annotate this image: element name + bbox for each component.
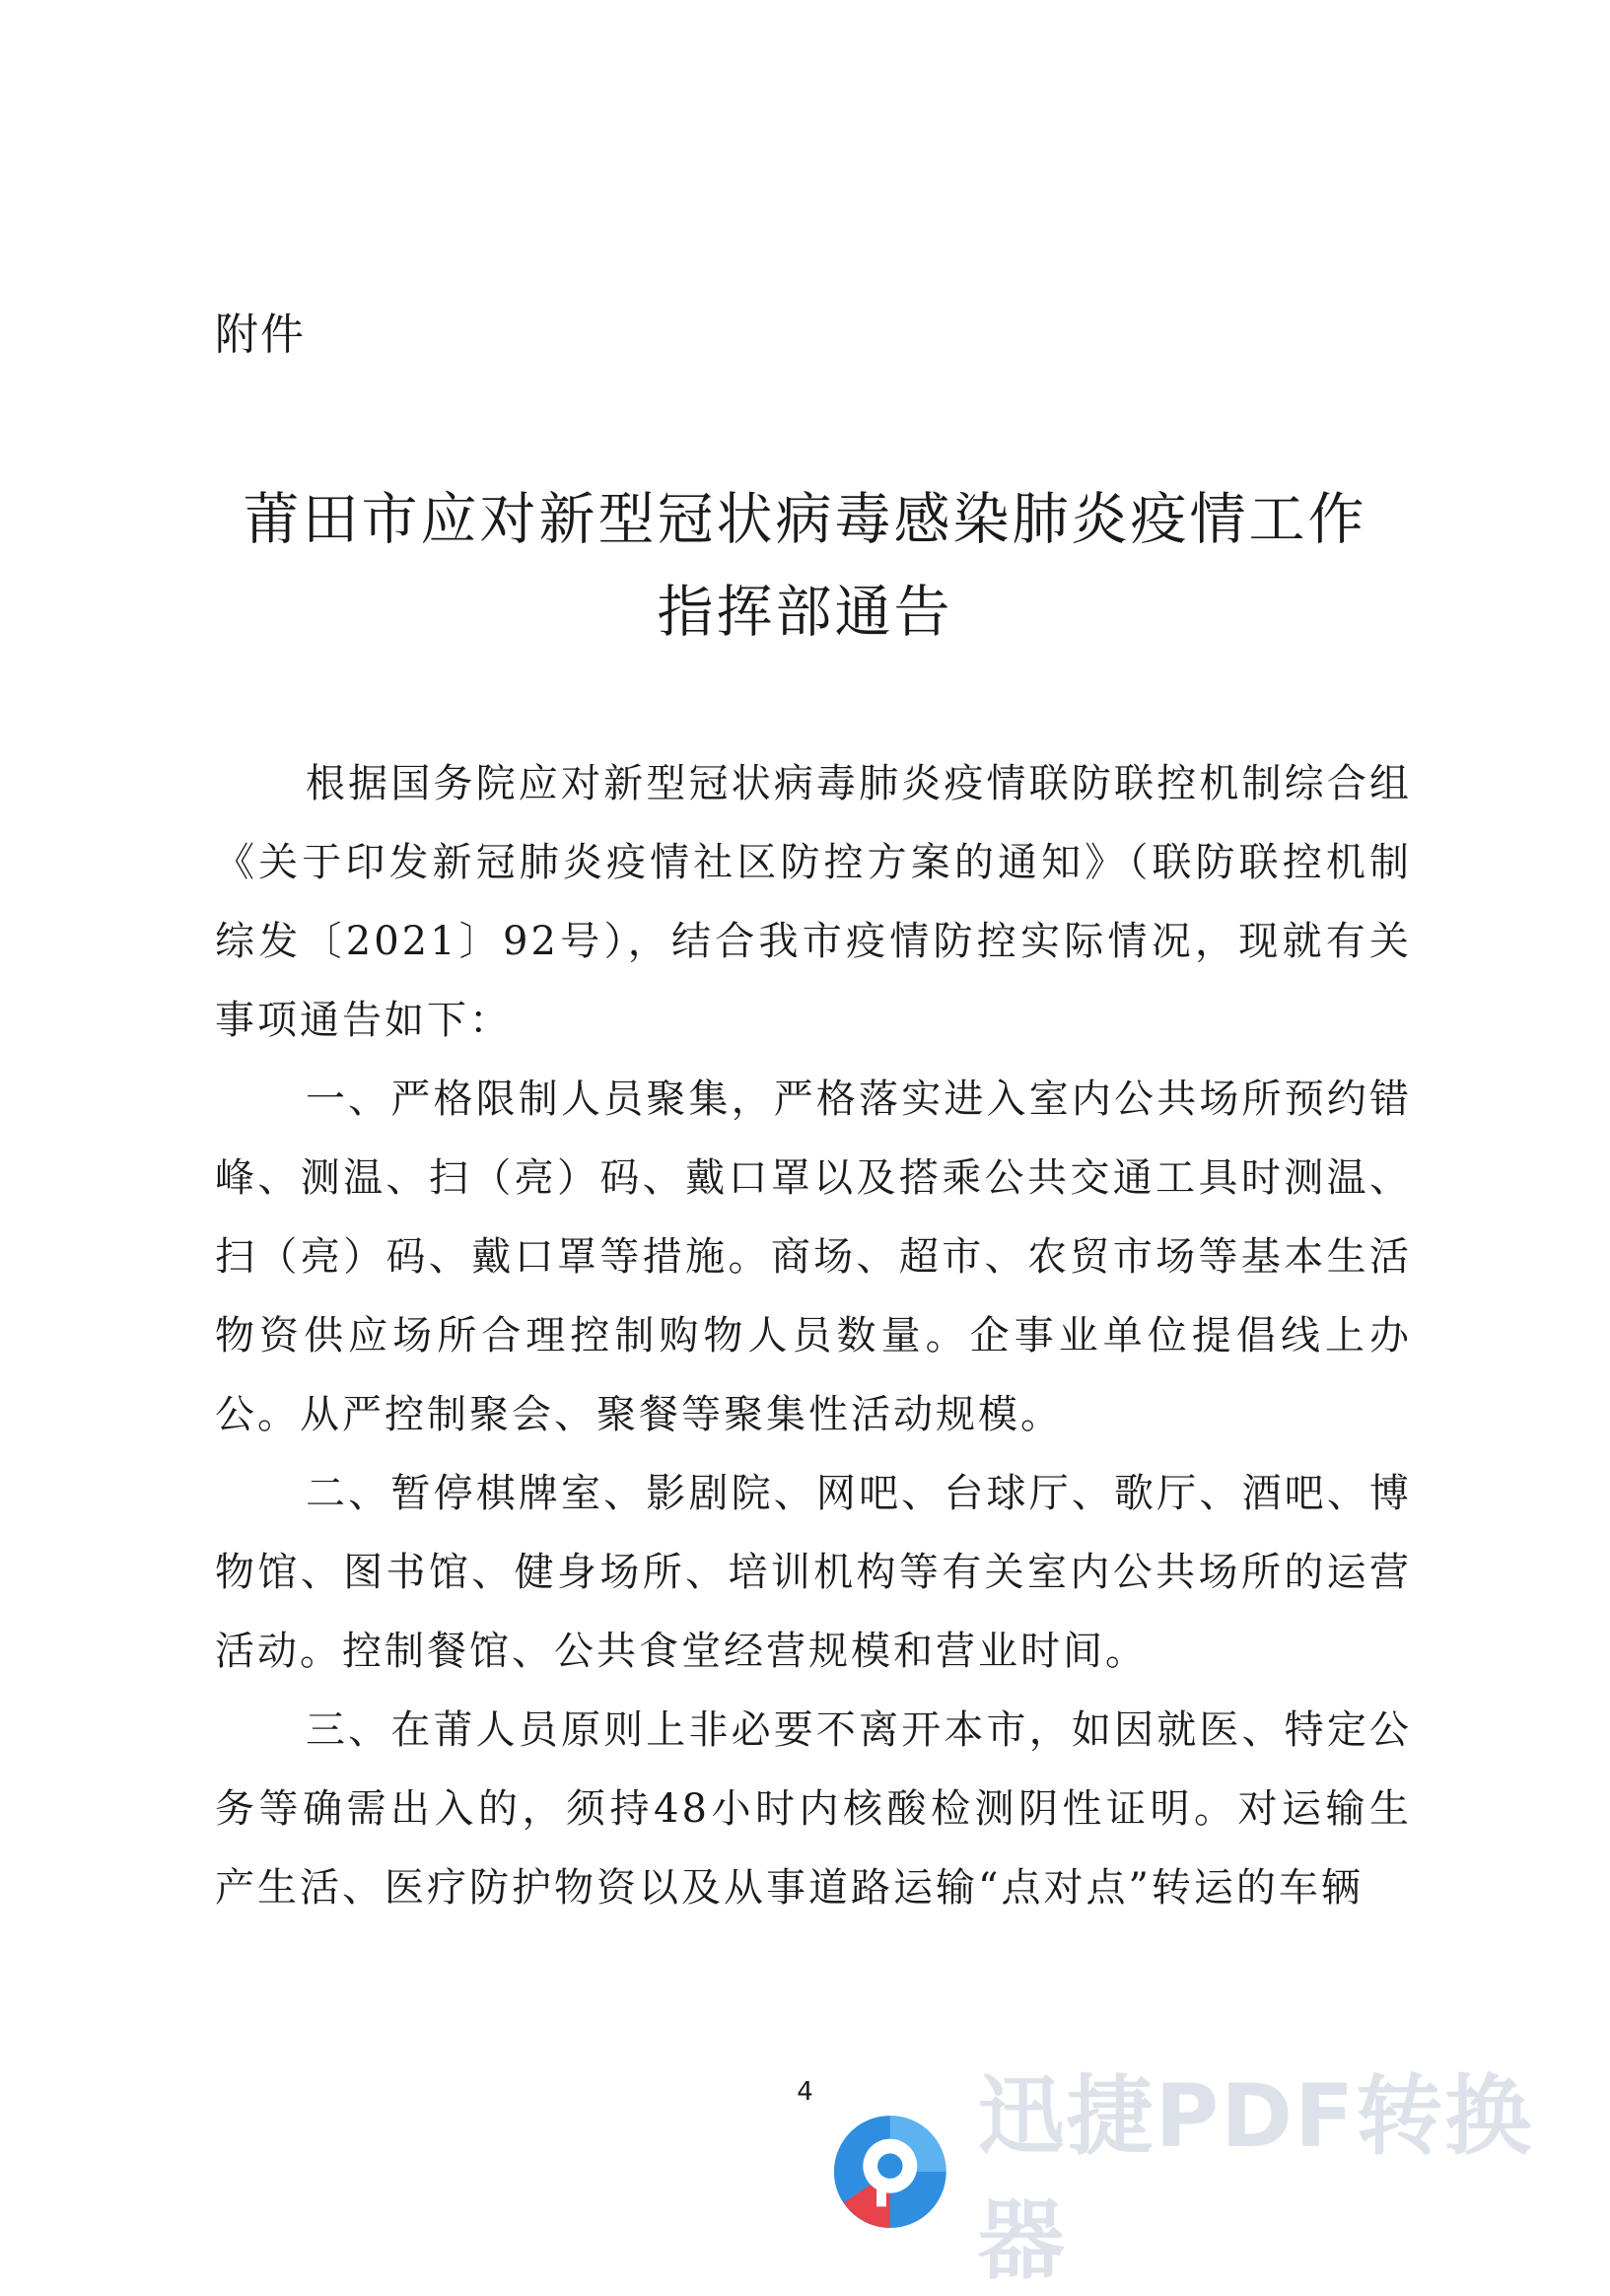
converter-watermark [828, 2065, 1610, 2291]
item-three-paragraph: 三、在莆人员原则上非必要不离开本市，如因就医、特定公务等确需出入的，须持48小时内核酸检测阴性证明。对运输生产生活、医疗防护物资以及从事道路运输“点对点”转运的车辆 [215, 1707, 1412, 1911]
attachment-label: 附件 [215, 310, 306, 360]
item-two-paragraph: 二、暂停棋牌室、影剧院、网吧、台球厅、歌厅、酒吧、博物馆、图书馆、健身场所、培训机构等有关室内公共场所的运营活动。控制餐馆、公共食堂经营规模和营业时间。 [215, 1471, 1412, 1674]
document-body [215, 744, 1412, 1927]
pdf-converter-logo-icon [828, 2109, 952, 2235]
intro-paragraph: 根据国务院应对新型冠状病毒肺炎疫情联防联控机制综合组《关于印发新冠肺炎疫情社区防控方案的通知》（联防联控机制综发〔2021〕92号），结合我市疫情防控实际情况，现就有关事项通告如下： [215, 761, 1412, 1043]
title-line-2: 指挥部通告 [657, 580, 953, 645]
document-title [177, 473, 1433, 659]
item-one-paragraph: 一、严格限制人员聚集，严格落实进入室内公共场所预约错峰、测温、扫（亮）码、戴口罩以及搭乘公共交通工具时测温、扫（亮）码、戴口罩等措施。商场、超市、农贸市场等基本生活物资供应场所合理控制购物人员数量。企事业单位提倡线上办公。从严控制聚会、聚餐等聚集性活动规模。 [215, 1077, 1412, 1437]
watermark-text: 迅捷PDF转换器 [977, 2065, 1534, 2291]
page-number: 4 [797, 2077, 813, 2107]
title-line-1: 莆田市应对新型冠状病毒感染肺炎疫情工作 [243, 487, 1367, 552]
